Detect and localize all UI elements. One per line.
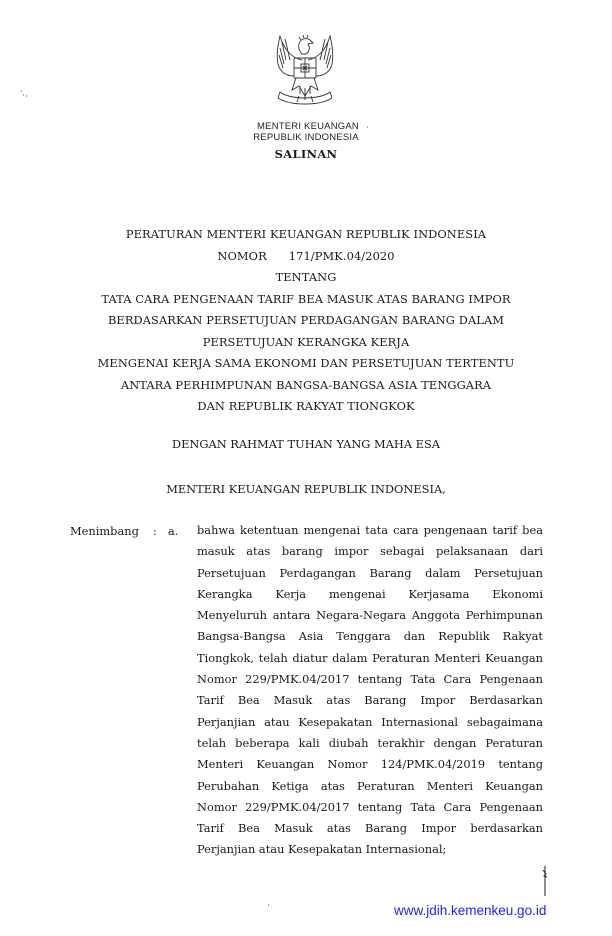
text-line: Tiongkok, telah diatur dalam Peraturan Menteri Keuangan (197, 650, 543, 665)
ministry-name-line2: REPUBLIK INDONESIA (253, 132, 359, 143)
item-letter: a. (168, 524, 179, 538)
garuda-emblem-icon (266, 30, 344, 112)
text-line: Perjanjian atau Kesepakatan Internasional sebagaimana (197, 714, 543, 729)
text-line: Nomor 229/PMK.04/2017 tentang Tata Cara Pengenaan (197, 799, 543, 814)
jdih-website-link[interactable]: www.jdih.kemenkeu.go.id (394, 903, 547, 918)
scan-speck (367, 126, 368, 128)
text-line: Tarif Bea Masuk atas Barang Impor Berdasarkan (197, 693, 543, 708)
subject-line: BERDASARKAN PERSETUJUAN PERDAGANGAN BARANG DALAM (107, 313, 505, 327)
initial-mark-icon (540, 864, 550, 898)
text-line: Persetujuan Perdagangan Barang dalam Persetujuan (197, 565, 543, 580)
text-line: Menteri Keuangan Nomor 124/PMK.04/2019 tentang (197, 757, 543, 772)
text-line: masuk atas barang impor sebagai pelaksanaan dari (197, 544, 543, 559)
text-line: telah beberapa kali diubah terakhir dengan Peraturan (197, 735, 543, 750)
nomor-value: 171/PMK.04/2020 (288, 248, 395, 263)
scan-speck (26, 95, 27, 97)
ministry-name-line1: MENTERI KEUANGAN (257, 121, 359, 132)
text-line: Menyeluruh antara Negara-Negara Anggota Perhimpunan (197, 608, 543, 623)
scan-speck (268, 904, 269, 906)
text-line: bahwa ketentuan mengenai tata cara pengenaan tarif bea (197, 523, 543, 537)
subject-line: ANTARA PERHIMPUNAN BANGSA-BANGSA ASIA TENGGARA (120, 377, 492, 392)
subject-line: TATA CARA PENGENAAN TARIF BEA MASUK ATAS BARANG IMPOR (101, 291, 511, 306)
copy-stamp: SALINAN (274, 147, 338, 161)
regulation-heading: PERATURAN MENTERI KEUANGAN REPUBLIK INDONESIA (125, 227, 487, 241)
invocation: DENGAN RAHMAT TUHAN YANG MAHA ESA (171, 437, 441, 451)
text-line: Bangsa-Bangsa Asia Tenggara dan Republik Rakyat (197, 629, 543, 644)
scan-speck (21, 90, 22, 92)
subject-line: PERSETUJUAN KERANGKA KERJA (202, 334, 410, 349)
text-line: Nomor 229/PMK.04/2017 tentang Tata Cara Pengenaan (197, 672, 543, 687)
considering-colon: : (153, 524, 157, 538)
tentang-label: TENTANG (275, 270, 337, 284)
subject-line: MENGENAI KERJA SAMA EKONOMI DAN PERSETUJUAN TERTENTU (97, 356, 515, 370)
issuer: MENTERI KEUANGAN REPUBLIK INDONESIA, (166, 482, 446, 496)
regulation-title (0, 224, 612, 418)
scan-speck (23, 94, 24, 96)
nomor-label: NOMOR (217, 248, 267, 263)
considering-item-text (197, 520, 543, 861)
considering-label: Menimbang (70, 524, 139, 538)
text-line: Perubahan Ketiga atas Peraturan Menteri Keuangan (197, 778, 543, 793)
text-line: Tarif Bea Masuk atas Barang Impor berdasarkan (197, 821, 543, 836)
text-line: Perjanjian atau Kesepakatan Internasional; (197, 842, 447, 857)
regulation-number (0, 246, 612, 268)
text-line: Kerangka Kerja mengenai Kerjasama Ekonomi (197, 586, 543, 601)
subject-line: DAN REPUBLIK RAKYAT TIONGKOK (197, 399, 415, 413)
